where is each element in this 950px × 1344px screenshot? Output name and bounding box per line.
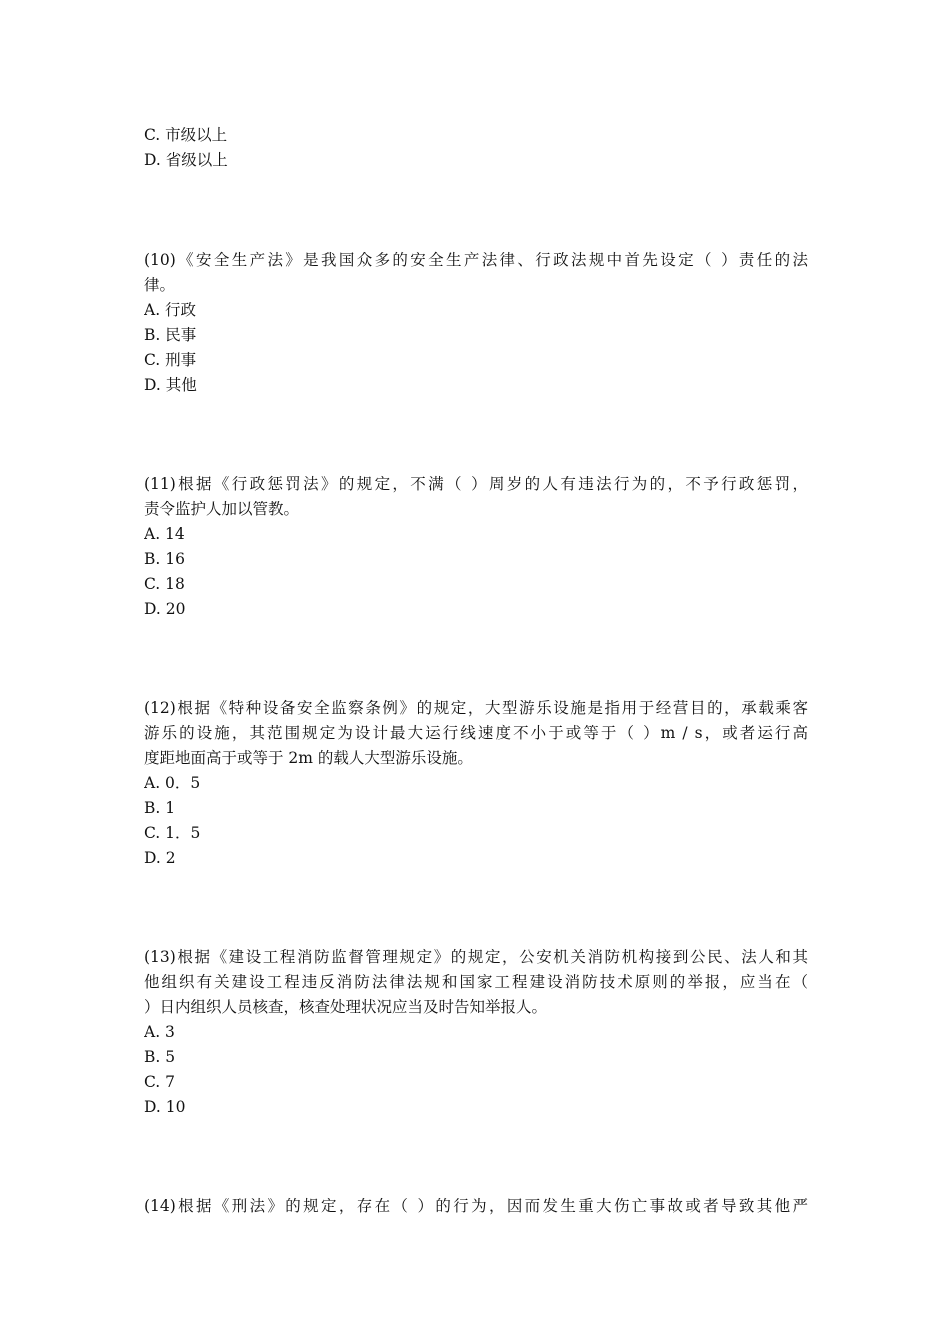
option-d: D. 20 [144,600,186,618]
question-text-line: (13)根据《建设工程消防监督管理规定》的规定，公安机关消防机构接到公民、法人和其 [144,948,808,966]
option-a: A. 14 [144,525,185,543]
question-14 [144,1194,808,1219]
option-b: B. 1 [144,799,176,817]
option-c: C. 刑事 [144,351,197,369]
option-b: B. 5 [144,1048,176,1066]
option-c: C. 18 [144,575,185,593]
option-c: C. 7 [144,1073,176,1091]
question-text-line: (14)根据《刑法》的规定，存在（ ）的行为，因而发生重大伤亡事故或者导致其他严 [144,1197,808,1215]
option-c: C. 市级以上 [144,126,228,144]
question-text-line: 度距地面高于或等于 2m 的载人大型游乐设施。 [144,749,473,767]
question-text-line: 律。 [144,276,176,294]
question-10 [144,248,808,398]
question-text-line: 游乐的设施，其范围规定为设计最大运行线速度不小于或等于（ ）m / s，或者运行高 [144,724,808,742]
option-a: A. 行政 [144,301,197,319]
option-a: A. 3 [144,1023,175,1041]
question-11 [144,472,808,622]
option-d: D. 2 [144,849,176,867]
question-text-line: ）日内组织人员核查，核查处理状况应当及时告知举报人。 [144,998,548,1016]
question-12 [144,696,808,871]
question-13 [144,945,808,1120]
option-a: A. 0．5 [144,774,201,792]
option-d: D. 其他 [144,376,197,394]
question-text-line: 责令监护人加以管教。 [144,500,300,518]
option-c: C. 1．5 [144,824,201,842]
question-text-line: (12)根据《特种设备安全监察条例》的规定，大型游乐设施是指用于经营目的，承载乘客 [144,699,808,717]
option-b: B. 民事 [144,326,197,344]
question-9-options-tail [144,123,808,173]
question-text-line: (11)根据《行政惩罚法》的规定，不满（ ）周岁的人有违法行为的，不予行政惩罚， [144,475,808,493]
option-d: D. 10 [144,1098,186,1116]
option-d: D. 省级以上 [144,151,228,169]
option-b: B. 16 [144,550,185,568]
question-text-line: (10)《安全生产法》是我国众多的安全生产法律、行政法规中首先设定（ ）责任的法 [144,251,808,269]
question-text-line: 他组织有关建设工程违反消防法律法规和国家工程建设消防技术原则的举报，应当在（ [144,973,808,991]
